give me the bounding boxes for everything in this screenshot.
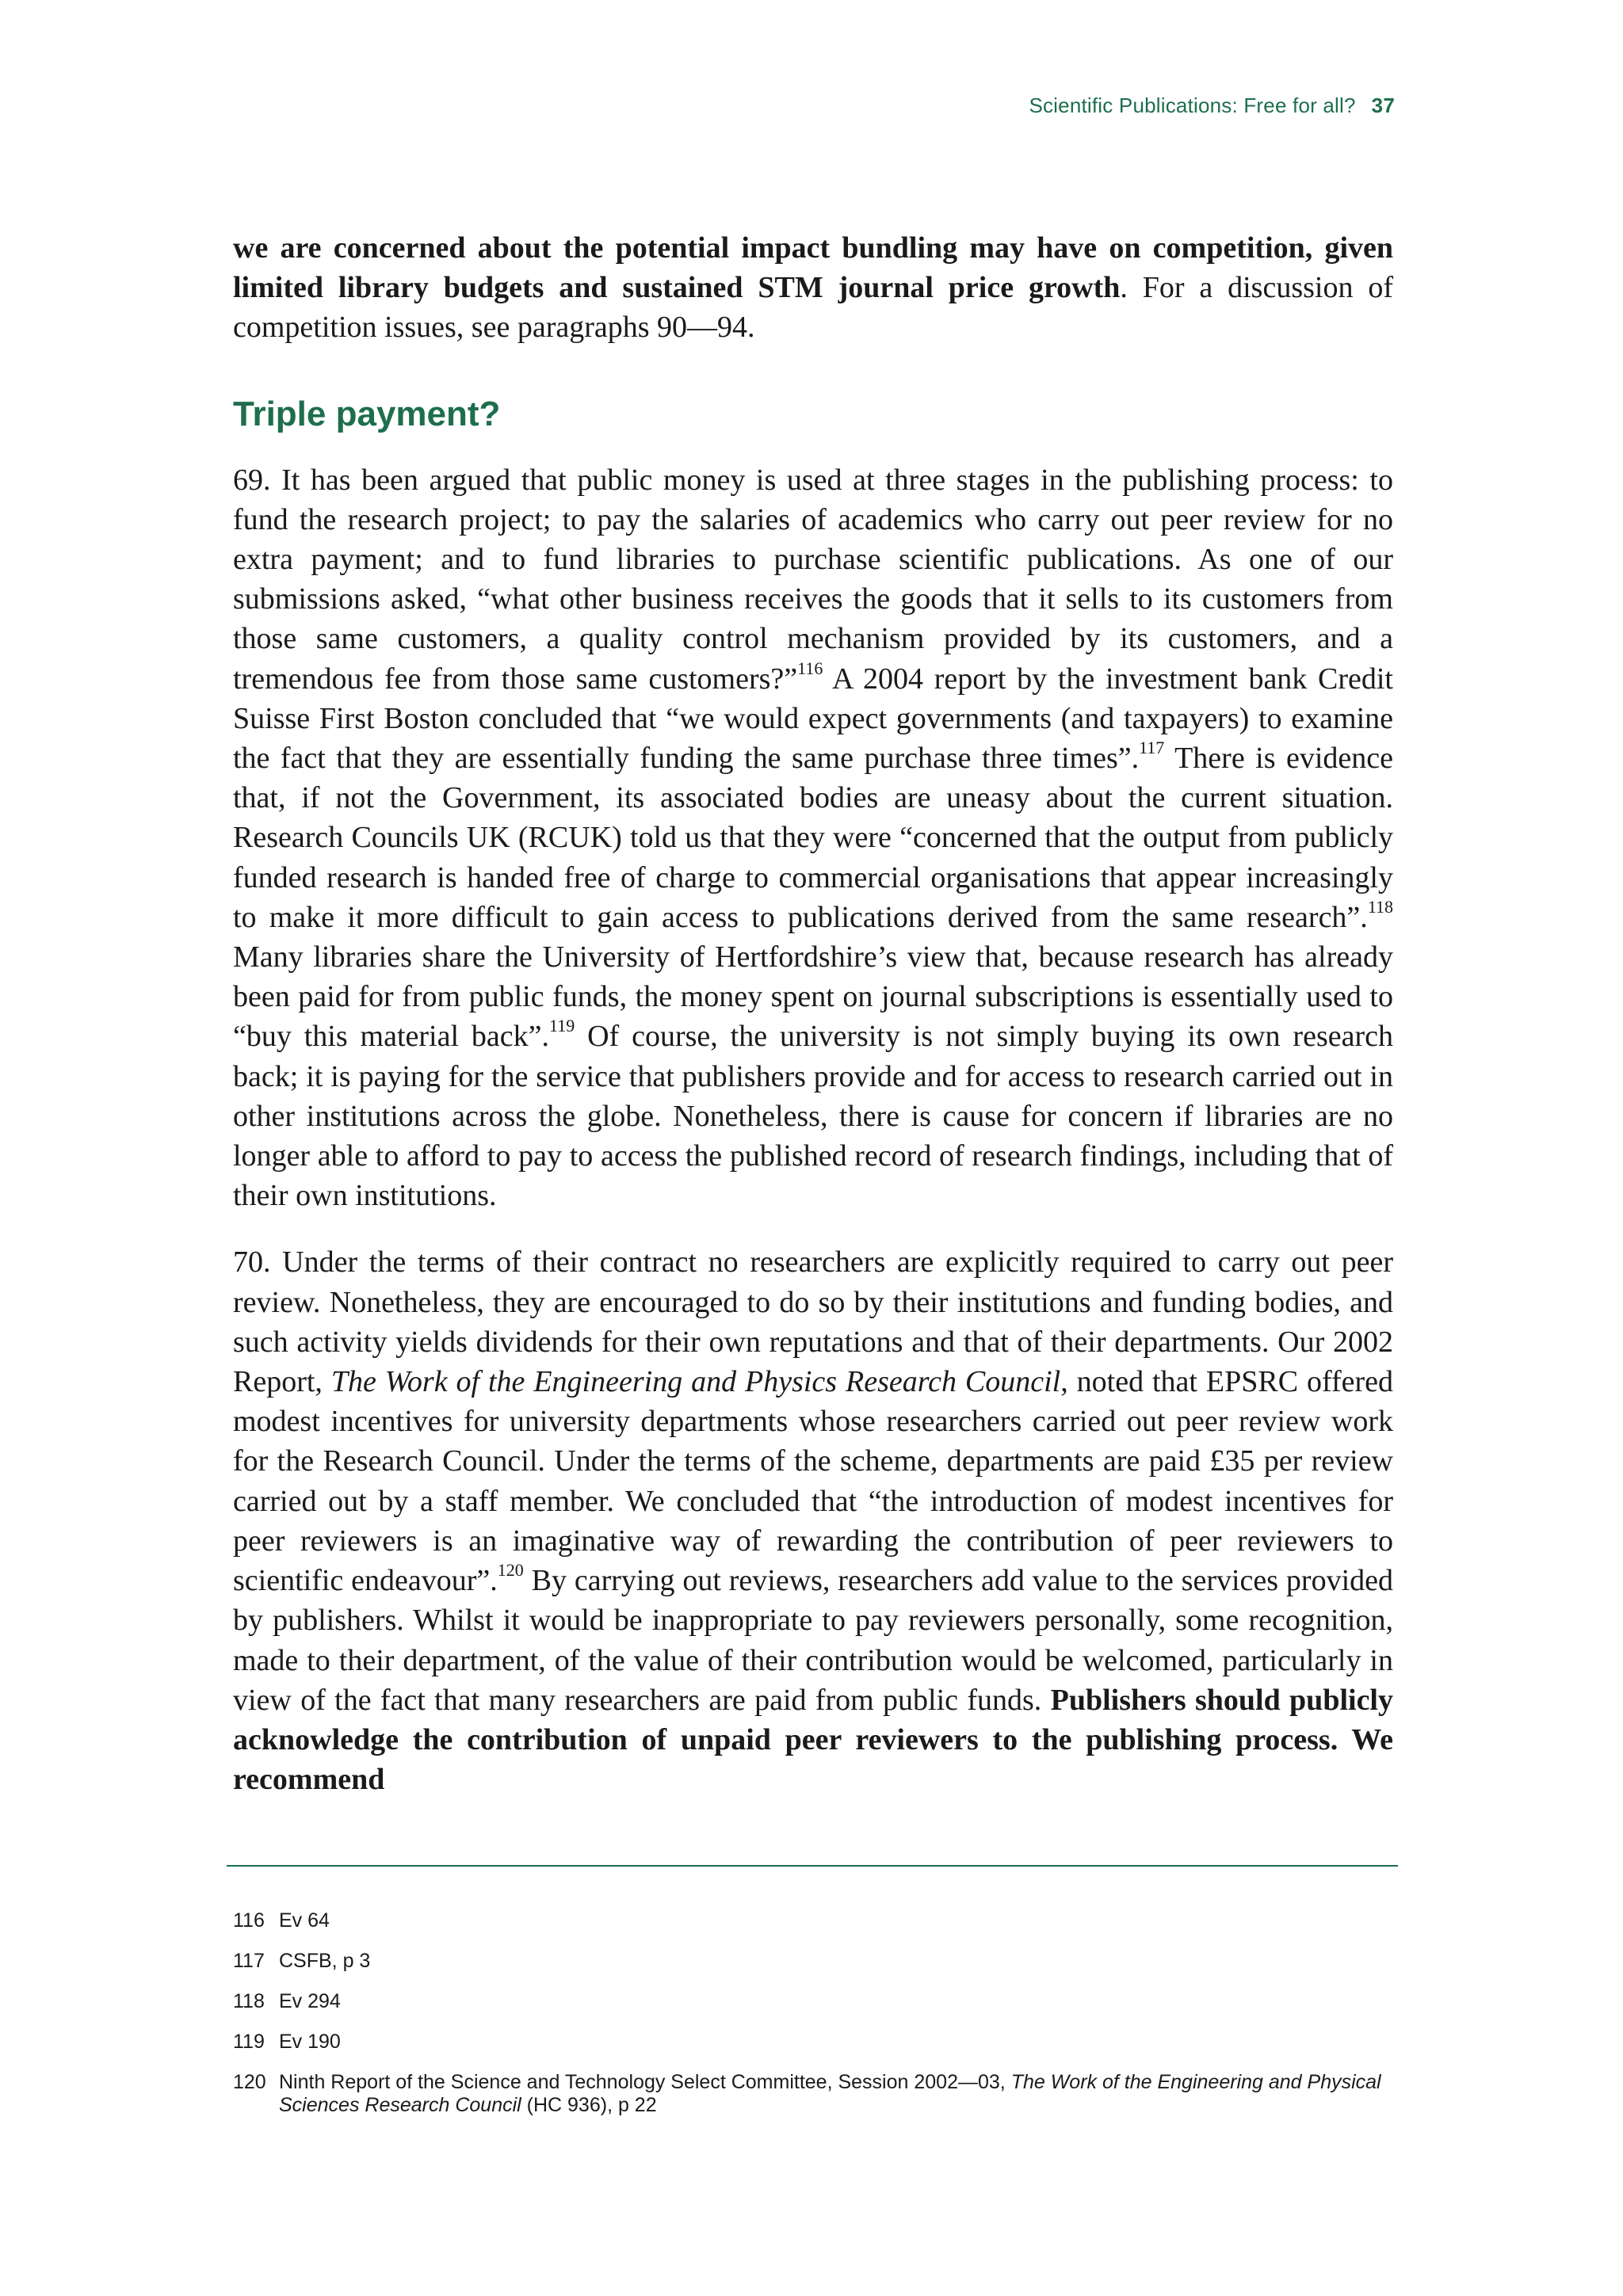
header-title: Scientific Publications: Free for all? — [1029, 93, 1356, 117]
paragraph-69-text: Of course, the university is not simply buying its own research back; it is paying for the service that publishers provide and for access to research carried out in other institutions across the globe. Nonetheless, there is cause for concern if libraries are no longer able to afford to pay to access the published record of research findings, including that of their own institutions. — [233, 1020, 1393, 1213]
running-header — [1029, 93, 1395, 118]
footnote-text — [279, 2071, 1393, 2117]
footnote-ref[interactable]: 118 — [1367, 896, 1393, 917]
footnote-item — [233, 1950, 1393, 1973]
footnote-item — [233, 2071, 1393, 2117]
recommendation-bold-text: Publishers should publicly acknowledge the contribution of unpaid peer reviewers to the publishing process. We recommend — [233, 1683, 1393, 1797]
paragraph-70-text: By carrying out reviews, researchers add value to the services provided by publishers. Whilst it would be inappropriate to pay reviewers personally, some recognition, made to their department, of the value of their contribution would be welcomed, particularly in view of the fact that many researchers are paid from public funds. — [233, 1564, 1393, 1717]
footnote-number: 120 — [233, 2071, 266, 2093]
footnote-number: 116 — [233, 1909, 265, 1932]
section-heading: Triple payment? — [233, 394, 501, 433]
paragraph-69-text: 69. It has been argued that public money is used at three stages in the publishing process: to fund the research project; to pay the salaries of academics who carry out peer review for no extra payment; and to fund libraries to purchase scientific publications. As one of our submissions asked, “what other business receives the goods that it sells to its customers from those same customers, a quality control mechanism provided by its customers, and a tremendous fee from those same customers?” — [233, 463, 1393, 696]
paragraph-69-text: There is evidence that, if not the Government, its associated bodies are uneasy about the current situation. Research Councils UK (RCUK) told us that they were “concerned that the output from publicly funded research is handed free of charge to commercial organisations that appear increasingly to make it more difficult to gain access to publications derived from the same research”. — [233, 742, 1393, 934]
footnotes — [233, 1909, 1393, 2134]
body-text — [233, 228, 1393, 1799]
footnote-number: 119 — [233, 2031, 265, 2053]
paragraph-69-text: A 2004 report by the investment bank Credit Suisse First Boston concluded that “we would expect governments (and taxpayers) to examine the fact that they are essentially funding the same purchase three times”. — [233, 662, 1393, 776]
paragraph-69-text: Many libraries share the University of Hertfordshire’s view that, because research has already been paid for from public funds, the money spent on journal subscriptions is essentially used to “buy this material back”. — [233, 940, 1393, 1054]
footnote-number: 118 — [233, 1990, 265, 2012]
footnote-text: Ev 294 — [279, 1990, 341, 2012]
page-number: 37 — [1371, 93, 1395, 117]
report-title-italic: The Work of the Engineering and Physics Research Council — [330, 1365, 1061, 1399]
intro-paragraph — [233, 228, 1393, 348]
footnote-item — [233, 2031, 1393, 2054]
paragraph-69 — [233, 460, 1393, 1216]
footnote-ref[interactable]: 120 — [497, 1560, 524, 1581]
footnote-ref[interactable]: 116 — [797, 658, 823, 678]
footnote-text: Ev 190 — [279, 2031, 341, 2053]
footnote-text-part: (HC 936), p 22 — [521, 2094, 657, 2116]
intro-text: . For a discussion of competition issues, see paragraphs 90—94. — [233, 271, 1393, 345]
paragraph-70-text: 70. Under the terms of their contract no researchers are explicitly required to carry out peer review. Nonetheless, they are encouraged to do so by their institutions and funding bodies, and such activity yields dividends for their own reputations and that of their departments. Our 2002 Report, — [233, 1245, 1393, 1399]
footnote-ref[interactable]: 117 — [1139, 738, 1165, 758]
footnote-text-part: Ninth Report of the Science and Technology Select Committee, Session 2002—03, — [279, 2071, 1011, 2093]
footnote-text: Ev 64 — [279, 1909, 330, 1932]
footnote-ref[interactable]: 119 — [549, 1016, 575, 1036]
footnote-number: 117 — [233, 1950, 265, 1972]
footnote-item — [233, 1990, 1393, 2013]
footnote-italic-title: The Work of the Engineering and Physical Sciences Research Council — [279, 2071, 1381, 2116]
footnote-text: CSFB, p 3 — [279, 1950, 371, 1972]
footnote-item — [233, 1909, 1393, 1932]
footnote-divider — [227, 1865, 1398, 1867]
intro-bold-text: we are concerned about the potential impact bundling may have on competition, given limited library budgets and sustained STM journal price growth — [233, 231, 1393, 305]
paragraph-70-text: , noted that EPSRC offered modest incentives for university departments whose researchers carried out peer review work for the Research Council. Under the terms of the scheme, departments are paid £35 per review carried out by a staff member. We concluded that “the introduction of modest incentives for peer reviewers is an imaginative way of rewarding the contribution of peer reviewers to scientific endeavour”. — [233, 1365, 1393, 1598]
paragraph-70 — [233, 1242, 1393, 1799]
